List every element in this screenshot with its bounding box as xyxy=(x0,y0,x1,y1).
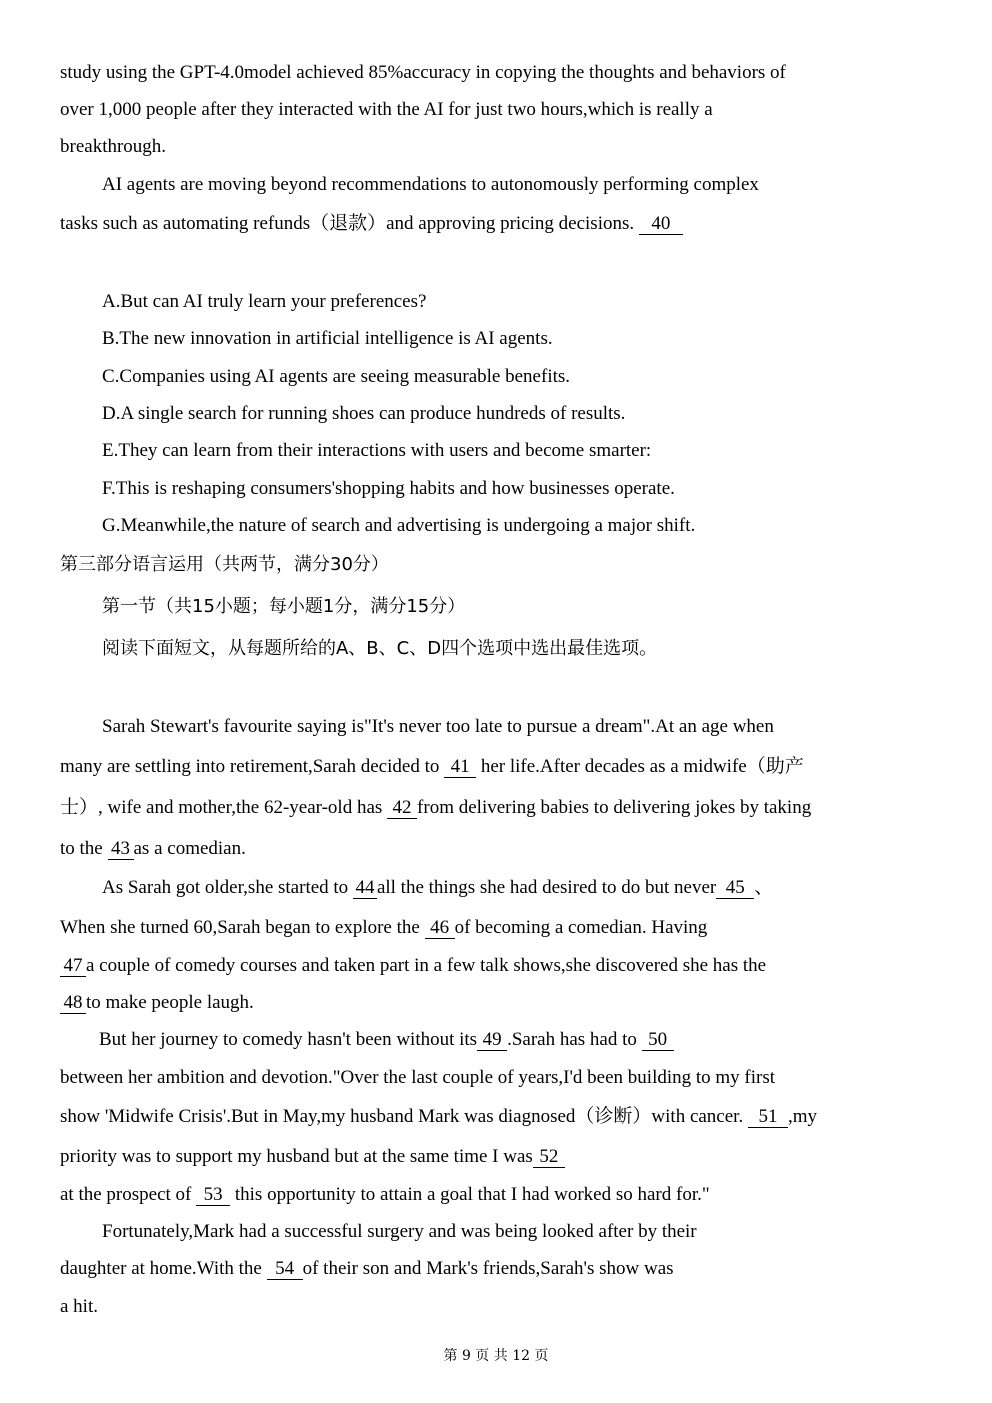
story-text: of their son and Mark's friends,Sarah's show was xyxy=(302,1258,674,1279)
blank-43: 43 xyxy=(108,839,134,860)
story-line-9 xyxy=(99,1028,674,1052)
passage-line-4: AI agents are moving beyond recommendations to autonomously performing complex xyxy=(102,174,759,195)
story-text: as a comedian. xyxy=(133,838,246,859)
blank-46: 46 xyxy=(425,918,455,939)
story-text: priority was to support my husband but at the same time I was xyxy=(60,1146,533,1167)
passage-line-5-text: tasks such as automating refunds（退款）and approving pricing decisions. xyxy=(60,213,635,234)
option-d: D.A single search for running shoes can produce hundreds of results. xyxy=(102,403,626,424)
sub-title: 第一节（共15小题；每小题1分，满分15分） xyxy=(102,596,466,617)
blank-54: 54 xyxy=(267,1259,303,1280)
story-text: show 'Midwife Crisis'.But in May,my husband Mark was diagnosed（诊断）with cancer. xyxy=(60,1106,744,1127)
story-text: 、 xyxy=(754,877,774,898)
story-line-15 xyxy=(60,1257,674,1281)
story-text: But her journey to comedy hasn't been without its xyxy=(99,1029,478,1050)
story-text: to make people laugh. xyxy=(86,992,254,1013)
option-f: F.This is reshaping consumers'shopping habits and how businesses operate. xyxy=(102,478,675,499)
story-text: of becoming a comedian. Having xyxy=(454,917,708,938)
story-line-6 xyxy=(60,916,707,940)
story-line-2 xyxy=(60,755,804,779)
story-text: at the prospect of xyxy=(60,1184,192,1205)
blank-48: 48 xyxy=(60,993,86,1014)
story-line-3 xyxy=(60,796,811,820)
blank-42: 42 xyxy=(387,798,417,819)
instruction: 阅读下面短文，从每题所给的A、B、C、D四个选项中选出最佳选项。 xyxy=(102,638,658,659)
option-g: G.Meanwhile,the nature of search and advertising is undergoing a major shift. xyxy=(102,515,696,536)
story-line-4 xyxy=(60,837,246,861)
story-text: many are settling into retirement,Sarah decided to xyxy=(60,756,440,777)
passage-line-2: over 1,000 people after they interacted with the AI for just two hours,which is really a xyxy=(60,99,713,120)
option-a: A.But can AI truly learn your preferences? xyxy=(102,291,427,312)
story-text: all the things she had desired to do but never xyxy=(376,877,717,898)
story-text: 士）, wife and mother,the 62-year-old has xyxy=(60,797,383,818)
passage-line-5 xyxy=(60,212,683,236)
story-line-16: a hit. xyxy=(60,1296,98,1317)
blank-53: 53 xyxy=(196,1185,230,1206)
blank-49: 49 xyxy=(477,1030,507,1051)
story-line-13 xyxy=(60,1183,710,1207)
story-line-12 xyxy=(60,1145,565,1169)
story-text: When she turned 60,Sarah began to explore the xyxy=(60,917,420,938)
passage-line-3: breakthrough. xyxy=(60,136,167,157)
page-footer: 第 9 页 共 12 页 xyxy=(443,1348,549,1364)
blank-40: 40 xyxy=(639,214,683,235)
option-b: B.The new innovation in artificial intelligence is AI agents. xyxy=(102,328,553,349)
story-text: this opportunity to attain a goal that I had worked so hard for." xyxy=(234,1184,710,1205)
option-e: E.They can learn from their interactions with users and become smarter: xyxy=(102,440,652,461)
story-text: from delivering babies to delivering jokes by taking xyxy=(417,797,812,818)
blank-45: 45 xyxy=(716,878,754,899)
story-text: daughter at home.With the xyxy=(60,1258,262,1279)
part-title: 第三部分语言运用（共两节，满分30分） xyxy=(60,554,389,575)
story-text: a couple of comedy courses and taken part in a few talk shows,she discovered she has the xyxy=(86,955,767,976)
blank-51: 51 xyxy=(748,1107,788,1128)
blank-52: 52 xyxy=(533,1147,565,1168)
story-text: As Sarah got older,she started to xyxy=(102,877,349,898)
blank-44: 44 xyxy=(353,878,377,899)
story-text: .Sarah has had to xyxy=(507,1029,637,1050)
story-line-8 xyxy=(60,991,254,1015)
story-line-10: between her ambition and devotion."Over the last couple of years,I'd been building to my first xyxy=(60,1067,776,1088)
story-line-7 xyxy=(60,954,766,978)
option-c: C.Companies using AI agents are seeing measurable benefits. xyxy=(102,366,571,387)
passage-line-1: study using the GPT-4.0model achieved 85%accuracy in copying the thoughts and behaviors of xyxy=(60,62,786,83)
story-line-11 xyxy=(60,1105,817,1129)
story-line-1: Sarah Stewart's favourite saying is"It's never too late to pursue a dream".At an age when xyxy=(102,716,774,737)
blank-50: 50 xyxy=(642,1030,674,1051)
story-line-14: Fortunately,Mark had a successful surgery and was being looked after by their xyxy=(102,1221,697,1242)
story-text: to the xyxy=(60,838,103,859)
story-text: ,my xyxy=(787,1106,817,1127)
blank-41: 41 xyxy=(444,757,476,778)
story-line-5 xyxy=(102,876,773,900)
blank-47: 47 xyxy=(60,956,86,977)
story-text: her life.After decades as a midwife（助产 xyxy=(480,756,804,777)
